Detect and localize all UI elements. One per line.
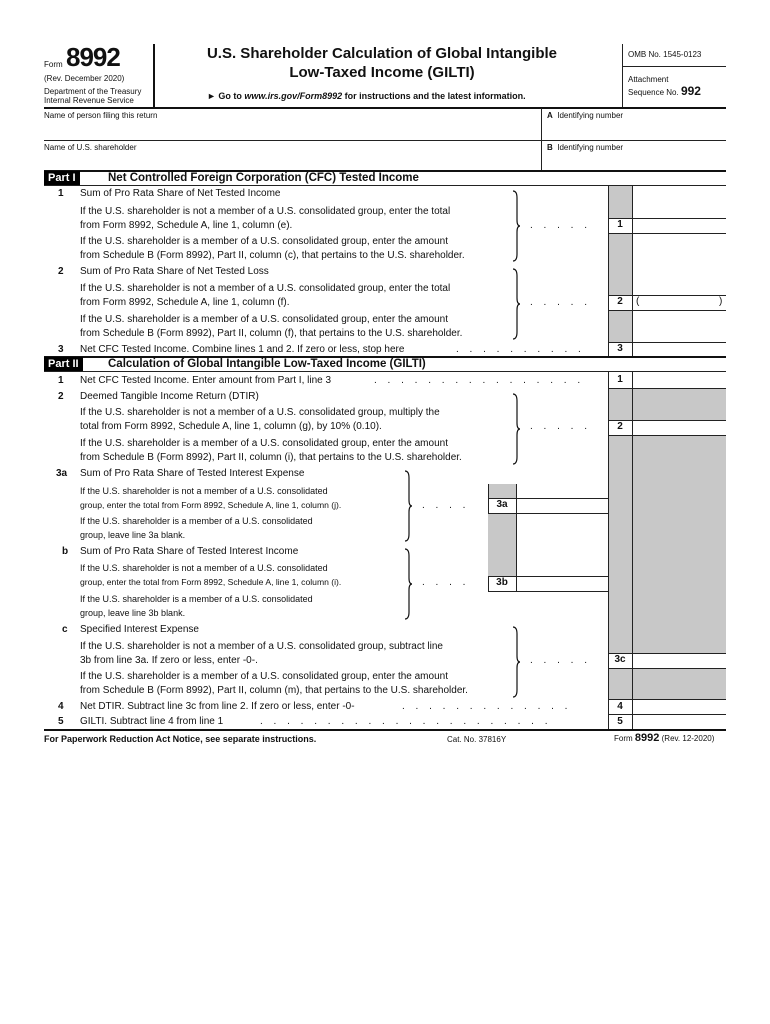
id-b-label-wrap (547, 143, 623, 153)
footer-revision: (Rev. 12-2020) (661, 734, 715, 743)
p2-line4-number: 4 (58, 701, 64, 712)
form-title-line2: Low-Taxed Income (GILTI) (289, 64, 475, 81)
p1-line1-text: from Schedule B (Form 8992), Part II, column (c), that pertains to the U.S. shareholder. (80, 250, 465, 261)
p2-line3a-box-label: 3a (496, 499, 508, 510)
p1-line1-title: Sum of Pro Rata Share of Net Tested Income (80, 188, 281, 199)
p2-line4-box-label: 4 (617, 701, 623, 712)
p2-line4-text: Net DTIR. Subtract line 3c from line 2. If zero or less, enter -0- (80, 701, 355, 712)
shaded-cell (608, 310, 632, 342)
leader-dots: . . . . . . . . . . (456, 344, 585, 355)
footer-form-word: Form (614, 734, 633, 743)
instructions-link-line (207, 91, 526, 102)
sequence-line (628, 86, 701, 98)
part2-title: Calculation of Global Intangible Low-Taxed Income (GILTI) (108, 358, 426, 370)
p1-line2-box-label: 2 (617, 296, 623, 307)
sequence-number: 992 (680, 84, 701, 98)
p1-line2-number: 2 (58, 266, 64, 277)
p2-line1-box-label: 1 (617, 374, 623, 385)
goto-suffix: for instructions and the latest information. (342, 91, 526, 101)
p2-line3a-text: If the U.S. shareholder is a member of a U.S. consolidated (80, 516, 313, 526)
shaded-cell (608, 388, 632, 420)
leader-dots: . . . . . (530, 655, 592, 666)
part1-tag: Part I (44, 171, 80, 185)
p1-line3-number: 3 (58, 344, 64, 355)
p2-line5-amount-input[interactable] (634, 715, 724, 728)
p1-line2-text: from Form 8992, Schedule A, line 1, column (f). (80, 297, 290, 308)
p2-line3c-title: Specified Interest Expense (80, 624, 199, 635)
p2-line3c-letter: c (62, 624, 68, 635)
revision-date: (Rev. December 2020) (44, 74, 125, 83)
shareholder-name-label: Name of U.S. shareholder (44, 143, 137, 152)
p2-line2-box-label: 2 (617, 421, 623, 432)
p2-line2-number: 2 (58, 391, 64, 402)
p1-line1-amount-input[interactable] (634, 219, 724, 232)
p2-line2-text: total from Form 8992, Schedule A, line 1, column (g), by 10% (0.10). (80, 421, 382, 432)
p2-line3c-text: If the U.S. shareholder is not a member of a U.S. consolidated group, subtract line (80, 641, 443, 652)
filer-name-label: Name of person filing this return (44, 111, 158, 120)
p2-line5-text: GILTI. Subtract line 4 from line 1 (80, 716, 224, 727)
p1-line3-amount-input[interactable] (634, 343, 724, 356)
omb-number: OMB No. 1545-0123 (628, 50, 702, 59)
shaded-cell (608, 668, 632, 699)
leader-dots: . . . . . . . . . . . . . (402, 701, 572, 712)
p1-line2-paren-open: ( (636, 296, 640, 307)
p2-line3b-text: group, enter the total from Form 8992, Schedule A, line 1, column (i). (80, 577, 342, 587)
p1-line2-amount-input[interactable] (642, 296, 716, 309)
shareholder-name-input[interactable] (44, 153, 540, 169)
p2-line3c-text: If the U.S. shareholder is a member of a U.S. consolidated group, enter the amount (80, 671, 448, 682)
p1-line3-box-label: 3 (617, 343, 623, 354)
id-a-label-wrap (547, 111, 623, 121)
sequence-label: Sequence No. (628, 88, 679, 97)
shaded-cell (608, 435, 632, 653)
p2-line3a-text: group, leave line 3a blank. (80, 530, 186, 540)
p2-line3b-text: If the U.S. shareholder is not a member of a U.S. consolidated (80, 563, 328, 573)
department: Department of the Treasury (44, 87, 142, 96)
p1-line1-box-label: 1 (617, 219, 623, 230)
p2-line2-amount-input[interactable] (634, 421, 724, 434)
p2-line1-number: 1 (58, 375, 64, 386)
p2-line3a-number: 3a (56, 468, 68, 479)
p1-line1-text: If the U.S. shareholder is a member of a U.S. consolidated group, enter the amount (80, 236, 448, 247)
footer-form-id (614, 733, 714, 744)
p2-line5-box-label: 5 (617, 716, 623, 727)
brace-icon (512, 190, 520, 262)
attachment-label: Attachment (628, 75, 669, 84)
p2-line1-text: Net CFC Tested Income. Enter amount from Part I, line 3 (80, 375, 332, 386)
p1-line2-title: Sum of Pro Rata Share of Net Tested Loss (80, 266, 269, 277)
brace-icon (512, 626, 520, 698)
p2-line3b-title: Sum of Pro Rata Share of Tested Interest Income (80, 546, 299, 557)
p1-line1-text: from Form 8992, Schedule A, line 1, column (e). (80, 220, 293, 231)
p2-line5-number: 5 (58, 716, 64, 727)
irs-url-link[interactable]: www.irs.gov/Form8992 (244, 91, 343, 101)
p2-line3c-box-label: 3c (614, 654, 626, 665)
p2-line3c-amount-input[interactable] (634, 654, 724, 667)
leader-dots: . . . . . . . . . . . . . . . . . . . . . . (260, 716, 552, 727)
leader-dots: . . . . (422, 500, 470, 511)
id-a-label: Identifying number (557, 111, 624, 120)
p2-line4-amount-input[interactable] (634, 700, 724, 713)
leader-dots: . . . . . (530, 297, 592, 308)
id-a-letter: A (547, 111, 553, 120)
id-a-input[interactable] (547, 121, 725, 139)
part1-title: Net Controlled Foreign Corporation (CFC) Tested Income (108, 172, 419, 184)
id-b-label: Identifying number (557, 143, 624, 152)
agency: Internal Revenue Service (44, 96, 134, 105)
p1-line3-text: Net CFC Tested Income. Combine lines 1 and 2. If zero or less, stop here (80, 344, 405, 355)
p2-line3a-text: group, enter the total from Form 8992, Schedule A, line 1, column (j). (80, 500, 342, 510)
p1-line2-paren-close: ) (719, 296, 723, 307)
leader-dots: . . . . . (530, 220, 592, 231)
id-b-input[interactable] (547, 153, 725, 169)
p2-line3b-box-label: 3b (496, 577, 508, 588)
p1-line1-number: 1 (58, 188, 64, 199)
brace-icon (404, 548, 412, 620)
form-title-line1: U.S. Shareholder Calculation of Global Intangible (206, 45, 558, 62)
shaded-cell (488, 484, 516, 499)
catalog-number: Cat. No. 37816Y (447, 735, 507, 744)
p1-line1-text: If the U.S. shareholder is not a member of a U.S. consolidated group, enter the total (80, 206, 451, 217)
p2-line1-amount-input[interactable] (634, 374, 724, 387)
form-word: Form (44, 60, 63, 69)
id-b-letter: B (547, 143, 553, 152)
p2-line3a-text: If the U.S. shareholder is not a member of a U.S. consolidated (80, 486, 328, 496)
p2-line3b-letter: b (62, 546, 69, 557)
shaded-cell (633, 388, 726, 420)
shaded-cell (633, 435, 726, 653)
p2-line3c-text: from Schedule B (Form 8992), Part II, column (m), that pertains to the U.S. shareholder. (80, 685, 468, 696)
p1-line2-text: If the U.S. shareholder is a member of a U.S. consolidated group, enter the amount (80, 314, 448, 325)
p2-line2-text: If the U.S. shareholder is a member of a U.S. consolidated group, enter the amount (80, 438, 448, 449)
shaded-cell (608, 186, 632, 218)
goto-prefix: ► Go to (207, 91, 245, 101)
brace-icon (512, 393, 520, 465)
leader-dots: . . . . . . . . . . . . . . . . (374, 375, 585, 386)
filer-name-input[interactable] (44, 121, 540, 139)
footer-form-number: 8992 (634, 732, 660, 744)
part2-tag: Part II (44, 357, 83, 371)
p2-line3b-text: group, leave line 3b blank. (80, 608, 186, 618)
shaded-cell (633, 668, 726, 699)
leader-dots: . . . . . (530, 421, 592, 432)
p2-line3a-amount-input[interactable] (518, 499, 606, 512)
p1-line2-text: from Schedule B (Form 8992), Part II, column (f), that pertains to the U.S. shareholder. (80, 328, 463, 339)
shaded-cell (608, 233, 632, 295)
p2-line3a-title: Sum of Pro Rata Share of Tested Interest Expense (80, 468, 305, 479)
p2-line3b-text: If the U.S. shareholder is a member of a U.S. consolidated (80, 594, 313, 604)
p2-line2-text: from Schedule B (Form 8992), Part II, column (i), that pertains to the U.S. shareholder. (80, 452, 462, 463)
leader-dots: . . . . (422, 577, 470, 588)
shaded-cell (488, 514, 516, 576)
brace-icon (404, 470, 412, 542)
p2-line2-text: If the U.S. shareholder is not a member of a U.S. consolidated group, multiply the (80, 407, 440, 418)
p2-line3c-text: 3b from line 3a. If zero or less, enter -0-. (80, 655, 258, 666)
brace-icon (512, 268, 520, 340)
paperwork-notice: For Paperwork Reduction Act Notice, see separate instructions. (44, 734, 317, 744)
p2-line3b-amount-input[interactable] (518, 577, 606, 590)
p2-line2-title: Deemed Tangible Income Return (DTIR) (80, 391, 259, 402)
form-number: 8992 (66, 42, 120, 72)
p1-line2-text: If the U.S. shareholder is not a member of a U.S. consolidated group, enter the total (80, 283, 451, 294)
